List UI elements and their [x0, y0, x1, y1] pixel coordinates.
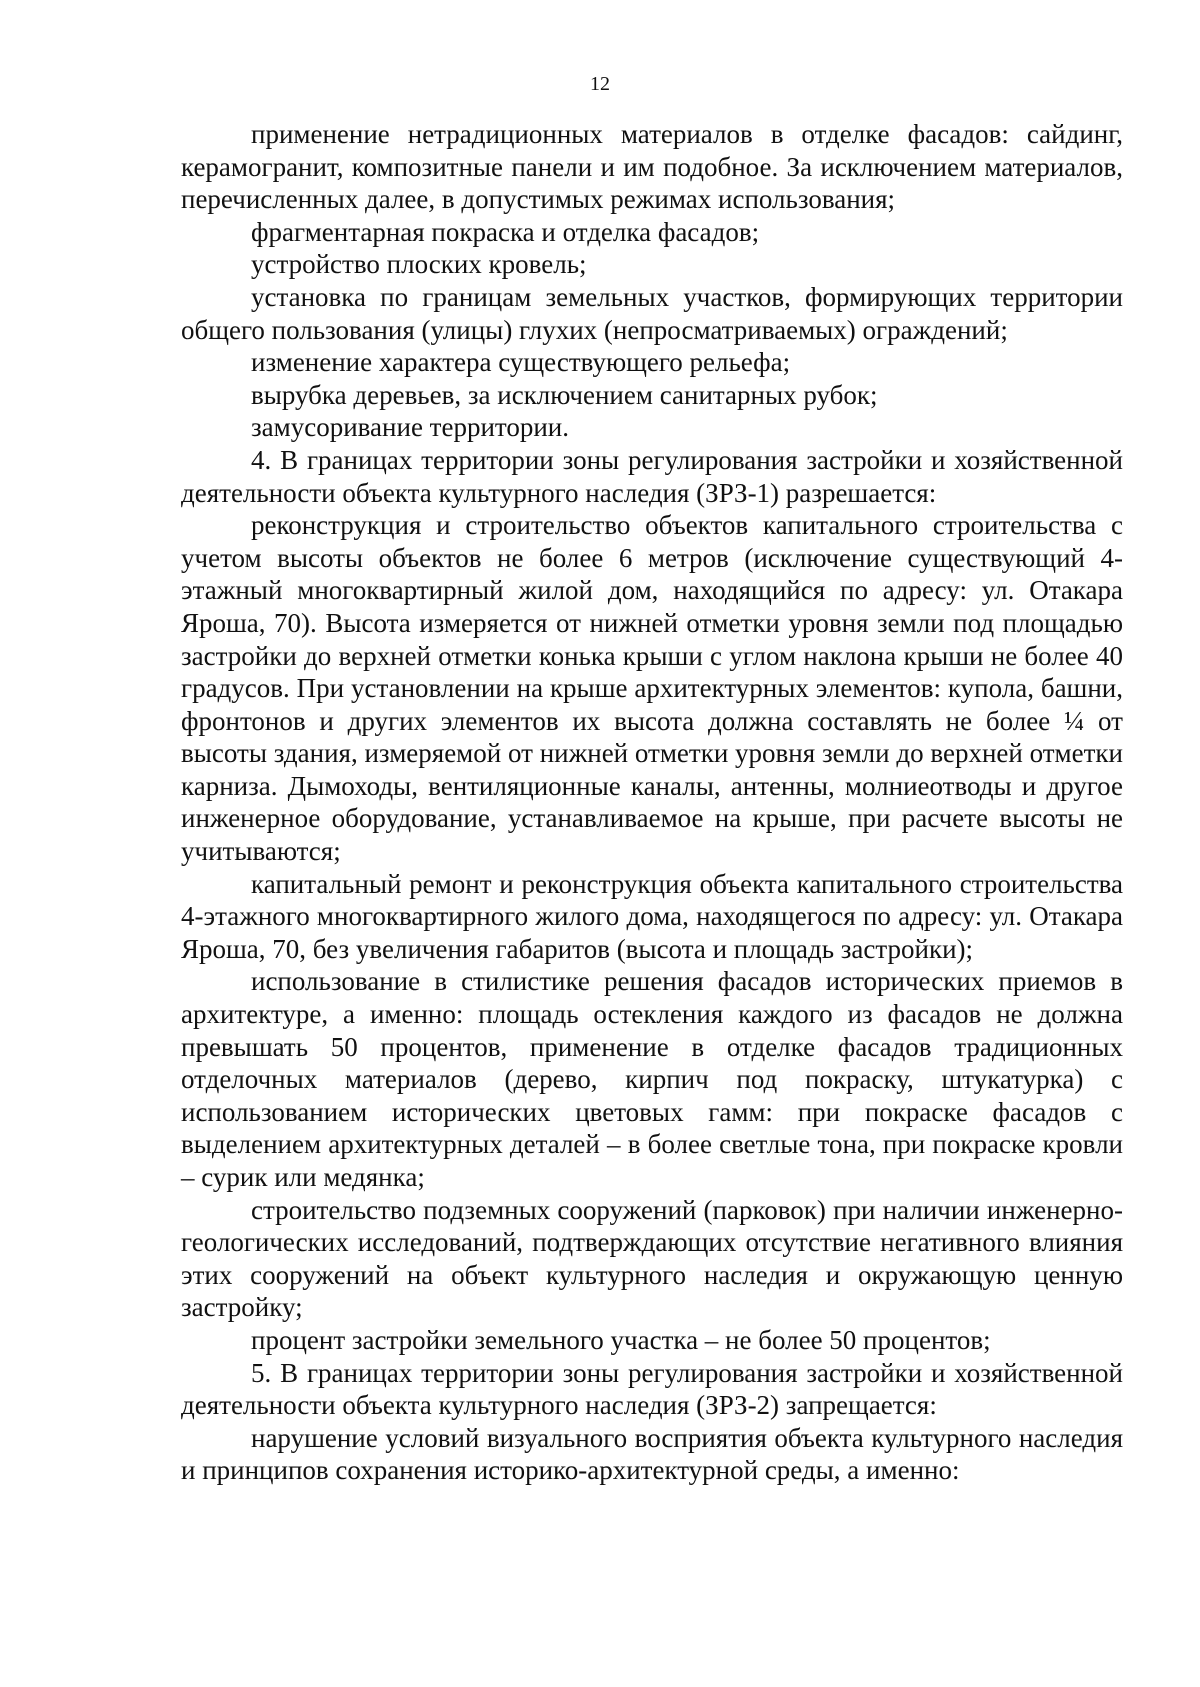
paragraph-fragmentary-painting: фрагментарная покраска и отделка фасадов; [251, 216, 760, 247]
paragraph-capital-repair: капитальный ремонт и реконструкция объекта капитального строительства 4-этажного многоквартирного жилого дома, находящегося по адресу: ул. Отакара Яроша, 70, без увеличения габаритов (высота и площадь застройки); [181, 868, 1123, 964]
paragraph-building-percentage: процент застройки земельного участка – не более 50 процентов; [251, 1324, 991, 1355]
paragraph-visual-perception: нарушение условий визуального восприятия объекта культурного наследия и принципов сохранения историко-архитектурной среды, а именно: [181, 1422, 1123, 1486]
paragraph-flat-roofs: устройство плоских кровель; [251, 249, 587, 280]
paragraph-facade-materials: применение нетрадиционных материалов в отделке фасадов: сайдинг, керамогранит, композитные панели и им подобное. За исключением материалов, перечисленных далее, в допустимых режимах использования; [181, 119, 1123, 215]
paragraph-littering: замусоривание территории. [251, 412, 570, 443]
page-number: 12 [590, 73, 610, 95]
document-body [181, 118, 1123, 1487]
paragraph-section-4-heading: 4. В границах территории зоны регулирования застройки и хозяйственной деятельности объекта культурного наследия (ЗРЗ-1) разрешается: [181, 444, 1123, 508]
paragraph-reconstruction-height: реконструкция и строительство объектов капитального строительства с учетом высоты объектов не более 6 метров (исключение существующий 4-этажный многоквартирный жилой дом, находящийся по адресу: ул. Отакара Яроша, 70). Высота измеряется от нижней отметки уровня земли под площадью застройки до верхней отметки конька крыши с углом наклона крыши не более 40 градусов. При установлении на крыше архитектурных элементов: купола, башни, фронтонов и других элементов их высота должна составлять не более ¼ от высоты здания, измеряемой от нижней отметки уровня земли до верхней отметки карниза. Дымоходы, вентиляционные каналы, антенны, молниеотводы и другое инженерное оборудование, устанавливаемое на крыше, при расчете высоты не учитываются; [181, 510, 1123, 867]
paragraph-section-5-heading: 5. В границах территории зоны регулирования застройки и хозяйственной деятельности объекта культурного наследия (ЗРЗ-2) запрещается: [181, 1357, 1123, 1421]
paragraph-tree-cutting: вырубка деревьев, за исключением санитарных рубок; [251, 379, 878, 410]
paragraph-fences: установка по границам земельных участков, формирующих территории общего пользования (улицы) глухих (непросматриваемых) ограждений; [181, 281, 1123, 345]
paragraph-relief-change: изменение характера существующего рельефа; [251, 347, 791, 378]
paragraph-underground-structures: строительство подземных сооружений (парковок) при наличии инженерно-геологических исследований, подтверждающих отсутствие негативного влияния этих сооружений на объект культурного наследия и окружающую ценную застройку; [181, 1194, 1123, 1323]
paragraph-historic-style: использование в стилистике решения фасадов исторических приемов в архитектуре, а именно: площадь остекления каждого из фасадов не должна превышать 50 процентов, применение в отделке фасадов традиционных отделочных материалов (дерево, кирпич под покраску, штукатурка) с использованием исторических цветовых гамм: при покраске фасадов с выделением архитектурных деталей – в более светлые тона, при покраске кровли – сурик или медянка; [181, 966, 1123, 1192]
